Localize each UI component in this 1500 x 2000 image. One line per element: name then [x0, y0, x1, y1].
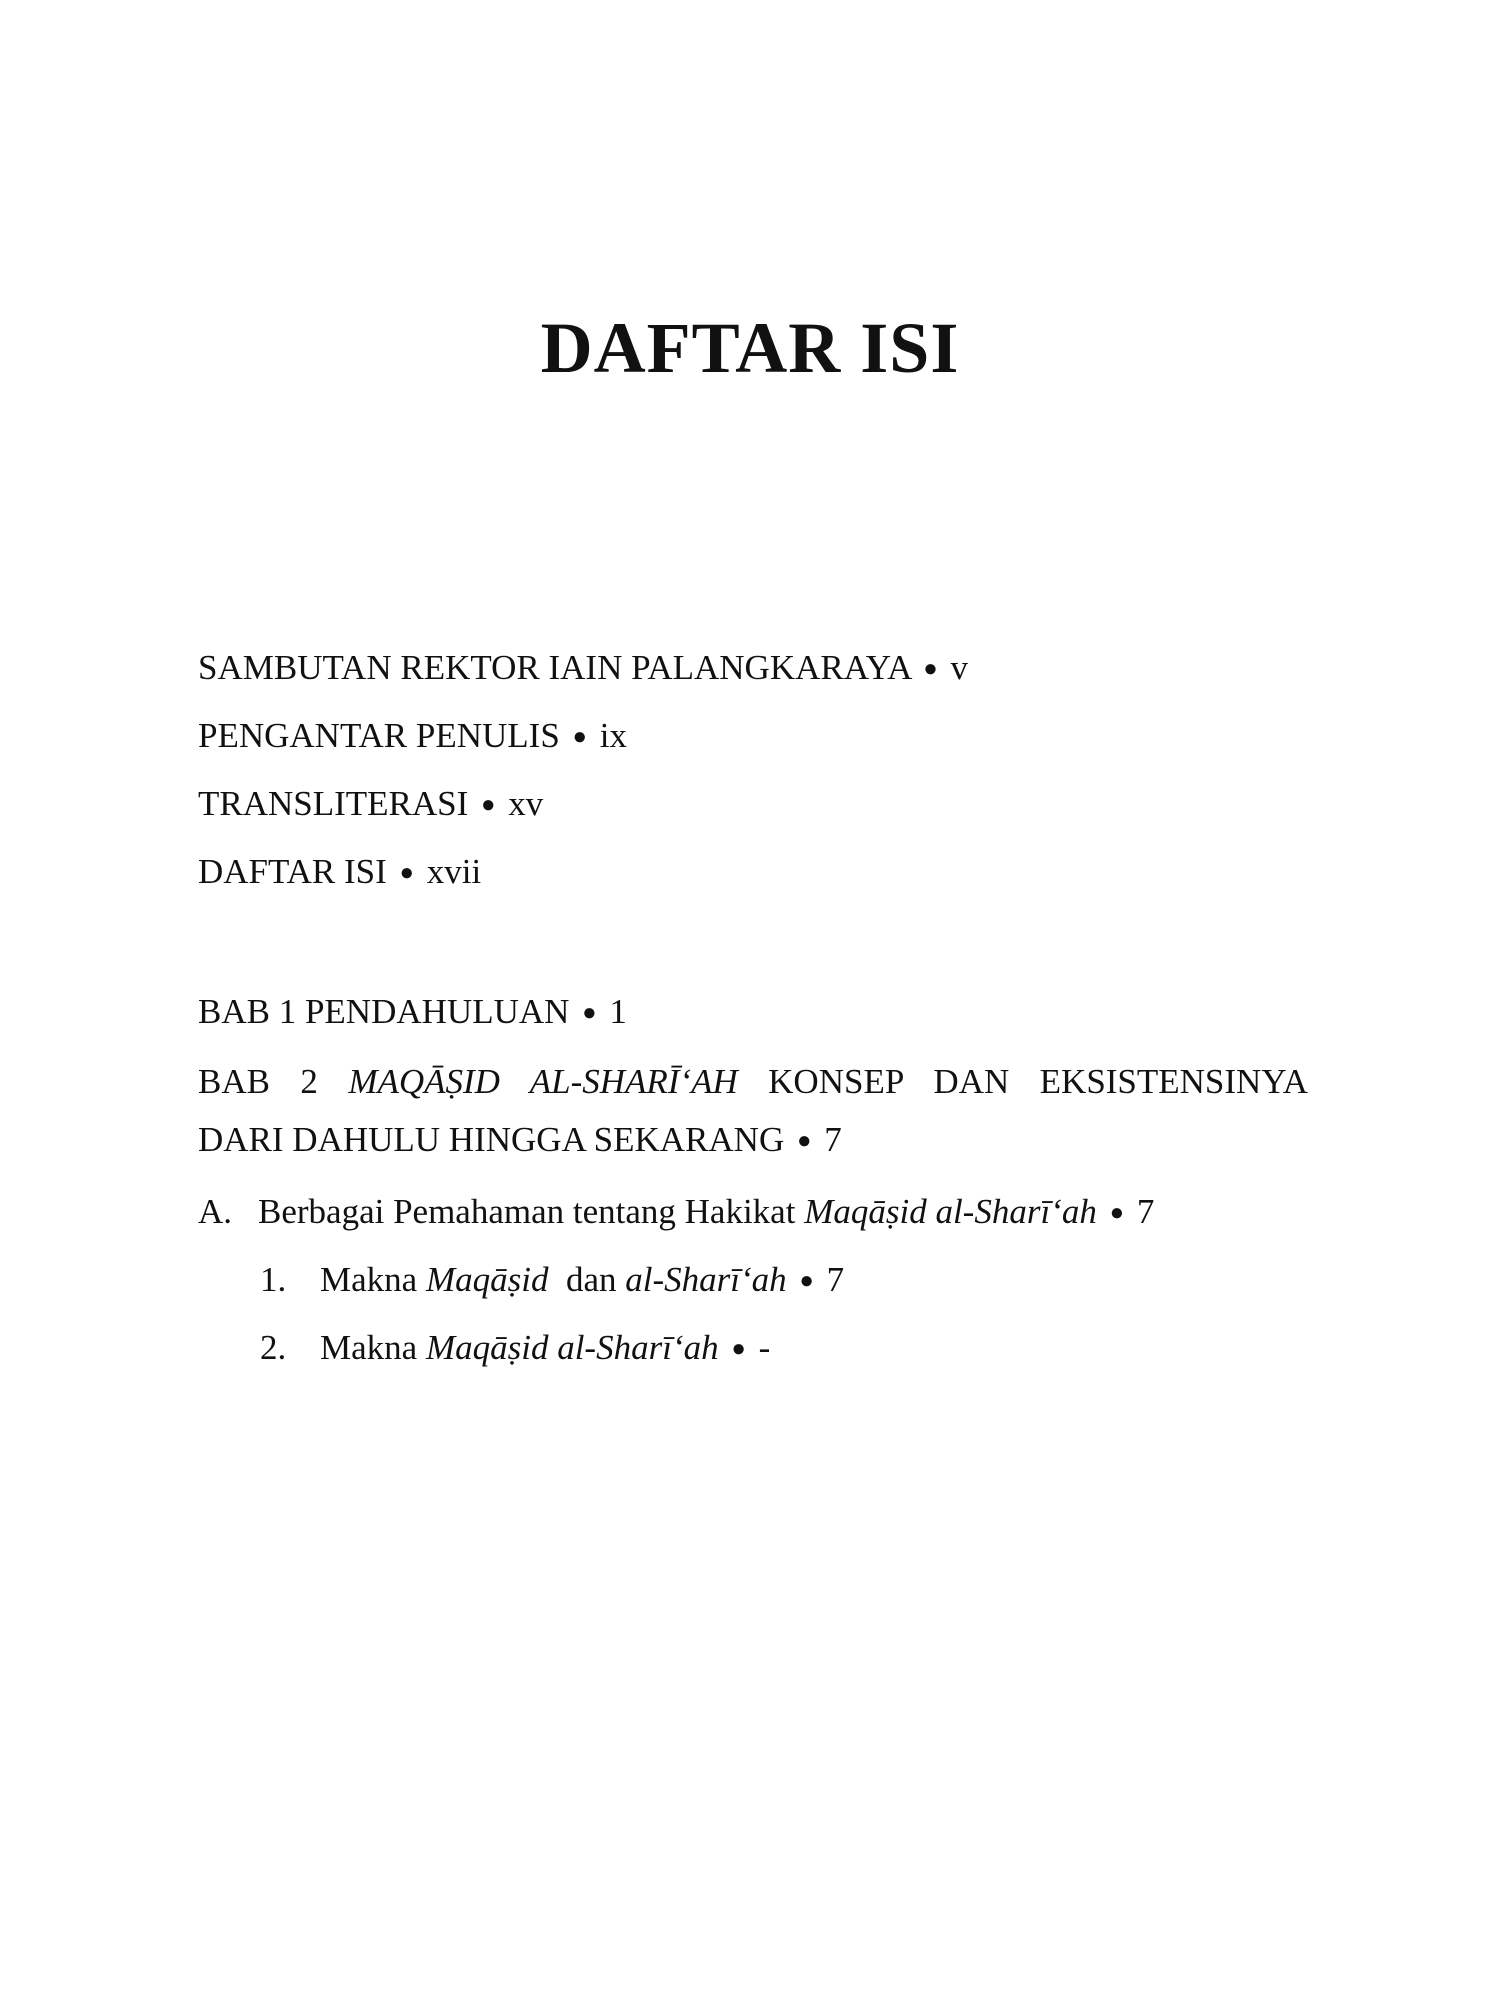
toc-entry-daftar-isi	[198, 854, 481, 889]
toc-entry-page: ix	[599, 716, 628, 755]
toc-entry-label: DAFTAR ISI	[198, 852, 387, 891]
subsection-marker: 1.	[260, 1260, 287, 1299]
bullet-separator: ●	[572, 724, 588, 750]
toc-entry-sambutan	[198, 650, 968, 685]
toc-subsection-2	[260, 1330, 770, 1365]
toc-section-a	[198, 1194, 1154, 1229]
bullet-separator: ●	[399, 860, 414, 886]
bullet-separator: ●	[582, 1000, 597, 1026]
toc-entry-bab-2-line1	[198, 1064, 1308, 1099]
bullet-separator: ●	[731, 1336, 746, 1362]
section-italic: Maqāṣid al-Sharī‘ah	[804, 1192, 1097, 1231]
chapter-italic-title: MAQĀṢID AL-SHARĪ‘AH	[348, 1062, 738, 1101]
toc-entry-label: TRANSLITERASI	[198, 784, 469, 823]
subsection-text: dan	[548, 1260, 626, 1299]
chapter-prefix: BAB 2	[198, 1062, 318, 1101]
toc-entry-label: PENGANTAR PENULIS	[198, 716, 560, 755]
subsection-marker: 2.	[260, 1328, 287, 1367]
toc-entry-bab-2-line2	[198, 1122, 842, 1157]
chapter-title-rest: KONSEP DAN EKSISTENSINYA	[768, 1062, 1309, 1101]
toc-entry-page: 7	[824, 1120, 842, 1159]
page-title: DAFTAR ISI	[540, 308, 960, 388]
bullet-separator: ●	[799, 1268, 814, 1294]
toc-entry-page: xv	[508, 784, 544, 823]
toc-entry-page: 1	[609, 992, 627, 1031]
toc-entry-pengantar	[198, 718, 627, 753]
subsection-italic: Maqāṣid al-Sharī‘ah	[425, 1328, 719, 1367]
bullet-separator: ●	[481, 792, 496, 818]
toc-entry-page: v	[950, 648, 969, 687]
toc-entry-label: SAMBUTAN REKTOR IAIN PALANGKARAYA	[198, 648, 911, 687]
toc-entry-page: -	[758, 1328, 771, 1367]
subsection-text: Makna	[320, 1328, 426, 1367]
toc-entry-transliterasi	[198, 786, 543, 821]
toc-entry-page: 7	[826, 1260, 845, 1299]
section-marker: A.	[198, 1192, 233, 1231]
subsection-italic: al-Sharī‘ah	[625, 1260, 787, 1299]
subsection-italic: Maqāṣid	[425, 1260, 549, 1299]
toc-entry-page: 7	[1136, 1192, 1155, 1231]
toc-entry-bab-1	[198, 994, 627, 1029]
toc-subsection-1	[260, 1262, 844, 1297]
bullet-separator: ●	[796, 1128, 812, 1154]
section-text: Berbagai Pemahaman tentang Hakikat	[258, 1192, 805, 1231]
bullet-separator: ●	[1109, 1200, 1125, 1226]
subsection-text: Makna	[320, 1260, 426, 1299]
toc-entry-page: xvii	[426, 852, 482, 891]
bullet-separator: ●	[923, 656, 938, 682]
chapter-title-continuation: DARI DAHULU HINGGA SEKARANG	[198, 1120, 785, 1159]
toc-entry-label: BAB 1 PENDAHULUAN	[198, 992, 570, 1031]
